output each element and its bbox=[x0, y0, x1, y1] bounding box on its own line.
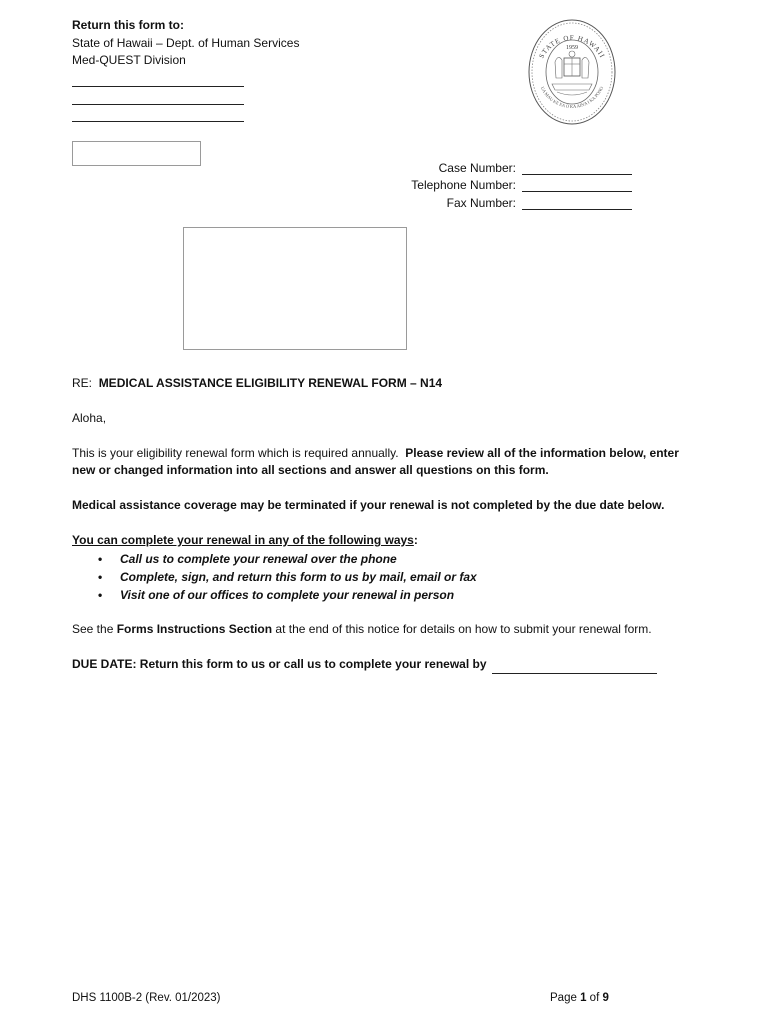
page-indicator bbox=[550, 990, 609, 1008]
list-item bbox=[72, 586, 477, 604]
return-address-line2: Med-QUEST Division bbox=[72, 53, 186, 67]
renewal-ways-list bbox=[72, 550, 477, 604]
return-address-blank-3 bbox=[72, 109, 244, 122]
bullet-icon: • bbox=[98, 552, 103, 566]
intro-sentence: This is your eligibility renewal form which is required annually. bbox=[72, 446, 399, 460]
forms-instructions-section-ref: Forms Instructions Section bbox=[116, 622, 273, 636]
case-number-field[interactable] bbox=[522, 161, 632, 175]
of-word: of bbox=[589, 992, 600, 1004]
case-number-label: Case Number: bbox=[438, 160, 516, 175]
re-prefix: RE: bbox=[72, 376, 93, 390]
svg-text:STATE OF HAWAII: STATE OF HAWAII bbox=[537, 33, 607, 60]
fax-number-field[interactable] bbox=[522, 196, 632, 210]
renewal-way-phone: Call us to complete your renewal over the phone bbox=[120, 552, 397, 566]
renewal-way-office: Visit one of our offices to complete your renewal in person bbox=[120, 588, 455, 602]
telephone-number-row bbox=[350, 175, 632, 193]
state-seal bbox=[527, 18, 617, 126]
renewal-ways-heading bbox=[72, 532, 418, 550]
termination-warning: Medical assistance coverage may be terminated if your renewal is not completed by the due date below. bbox=[72, 498, 665, 512]
instructions-reference-part2: at the end of this notice for details on how to submit your renewal form. bbox=[275, 622, 652, 636]
intro-instruction-part2: new or changed information into all sections and answer all questions on this form. bbox=[72, 463, 549, 477]
bullet-icon: • bbox=[98, 570, 103, 584]
return-address-blank-1 bbox=[72, 74, 244, 87]
mailing-address-box bbox=[183, 227, 407, 350]
page-word: Page bbox=[550, 992, 577, 1004]
page-number: 1 bbox=[580, 992, 587, 1004]
greeting: Aloha, bbox=[72, 411, 107, 425]
return-heading: Return this form to: bbox=[72, 18, 184, 32]
re-title: MEDICAL ASSISTANCE ELIGIBILITY RENEWAL FORM – N14 bbox=[98, 376, 443, 390]
instructions-reference-part1: See the bbox=[72, 622, 114, 636]
svg-text:1959: 1959 bbox=[566, 45, 578, 51]
return-address-blank-2 bbox=[72, 92, 244, 105]
renewal-ways-heading-colon: : bbox=[413, 533, 418, 547]
bullet-icon: • bbox=[98, 588, 103, 602]
page-total: 9 bbox=[602, 992, 609, 1004]
fax-number-label: Fax Number: bbox=[446, 195, 516, 210]
intro-instruction-part1: Please review all of the information below, enter bbox=[405, 446, 679, 460]
due-date-label: DUE DATE: Return this form to us or call us to complete your renewal by bbox=[72, 657, 487, 671]
blank-field-box[interactable] bbox=[72, 141, 201, 166]
list-item bbox=[72, 568, 477, 586]
intro-paragraph-line1 bbox=[72, 445, 679, 463]
svg-text:UA MAU KE EA O KA AINA I KA PO: UA MAU KE EA O KA AINA I KA PONO bbox=[539, 85, 605, 110]
instructions-reference bbox=[72, 621, 652, 639]
due-date-line bbox=[72, 656, 657, 674]
re-line bbox=[72, 375, 442, 393]
due-date-field[interactable] bbox=[492, 660, 657, 674]
return-address-line1: State of Hawaii – Dept. of Human Services bbox=[72, 36, 300, 50]
case-info-block bbox=[350, 157, 632, 210]
list-item bbox=[72, 550, 477, 568]
case-number-row bbox=[350, 157, 632, 175]
fax-number-row bbox=[350, 192, 632, 210]
renewal-way-mail: Complete, sign, and return this form to us by mail, email or fax bbox=[120, 570, 477, 584]
form-id: DHS 1100B-2 (Rev. 01/2023) bbox=[72, 992, 221, 1004]
telephone-number-label: Telephone Number: bbox=[411, 178, 516, 192]
renewal-ways-heading-text: You can complete your renewal in any of the following ways bbox=[72, 533, 414, 547]
telephone-number-field[interactable] bbox=[522, 178, 632, 192]
